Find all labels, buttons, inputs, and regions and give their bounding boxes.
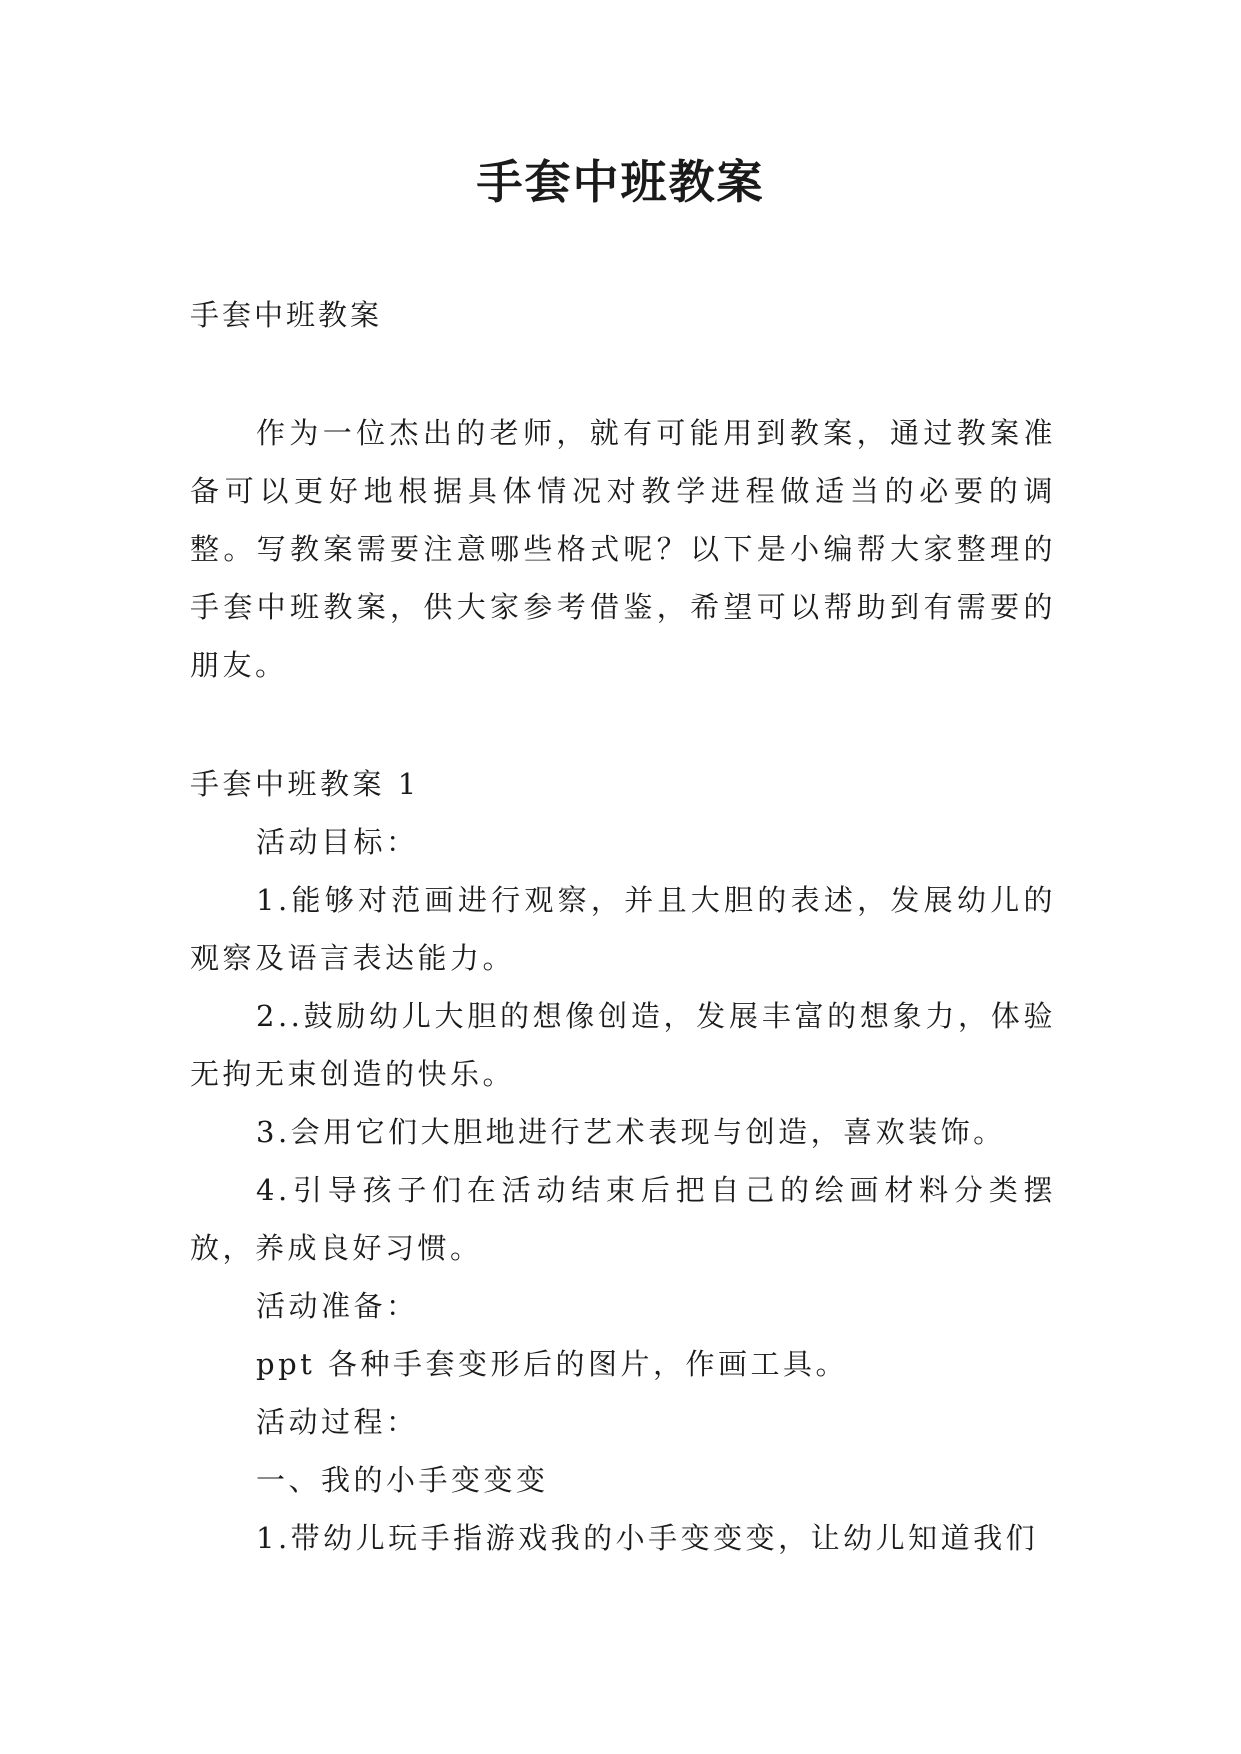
prep-label: 活动准备： (256, 1289, 419, 1323)
step-title: 一、我的小手变变变 (256, 1463, 549, 1497)
goals-label: 活动目标： (256, 825, 419, 859)
lesson-plan-1 (190, 755, 1056, 1567)
goal-item-2: 2..鼓励幼儿大胆的想像创造，发展丰富的想象力，体验无拘无束创造的快乐。 (190, 999, 1056, 1091)
goal-item-1: 1.能够对范画进行观察，并且大胆的表述，发展幼儿的观察及语言表达能力。 (190, 883, 1056, 975)
process-label: 活动过程： (256, 1405, 419, 1439)
document-subtitle: 手套中班教案 (190, 298, 383, 332)
step-item-1: 1.带幼儿玩手指游戏我的小手变变变，让幼儿知道我们 (256, 1521, 1039, 1555)
plan-heading: 手套中班教案 1 (190, 767, 420, 801)
goal-item-3: 3.会用它们大胆地进行艺术表现与创造，喜欢装饰。 (256, 1115, 1006, 1149)
goal-item-4: 4.引导孩子们在活动结束后把自己的绘画材料分类摆放，养成良好习惯。 (190, 1173, 1056, 1265)
intro-paragraph: 作为一位杰出的老师，就有可能用到教案，通过教案准备可以更好地根据具体情况对教学进程做适当的必要的调整。写教案需要注意哪些格式呢？以下是小编帮大家整理的手套中班教案，供大家参考借鉴，希望可以帮助到有需要的朋友。 (190, 416, 1056, 682)
document-title: 手套中班教案 (476, 155, 765, 209)
intro-section (190, 404, 1056, 694)
prep-text: ppt 各种手套变形后的图片，作画工具。 (256, 1347, 849, 1381)
